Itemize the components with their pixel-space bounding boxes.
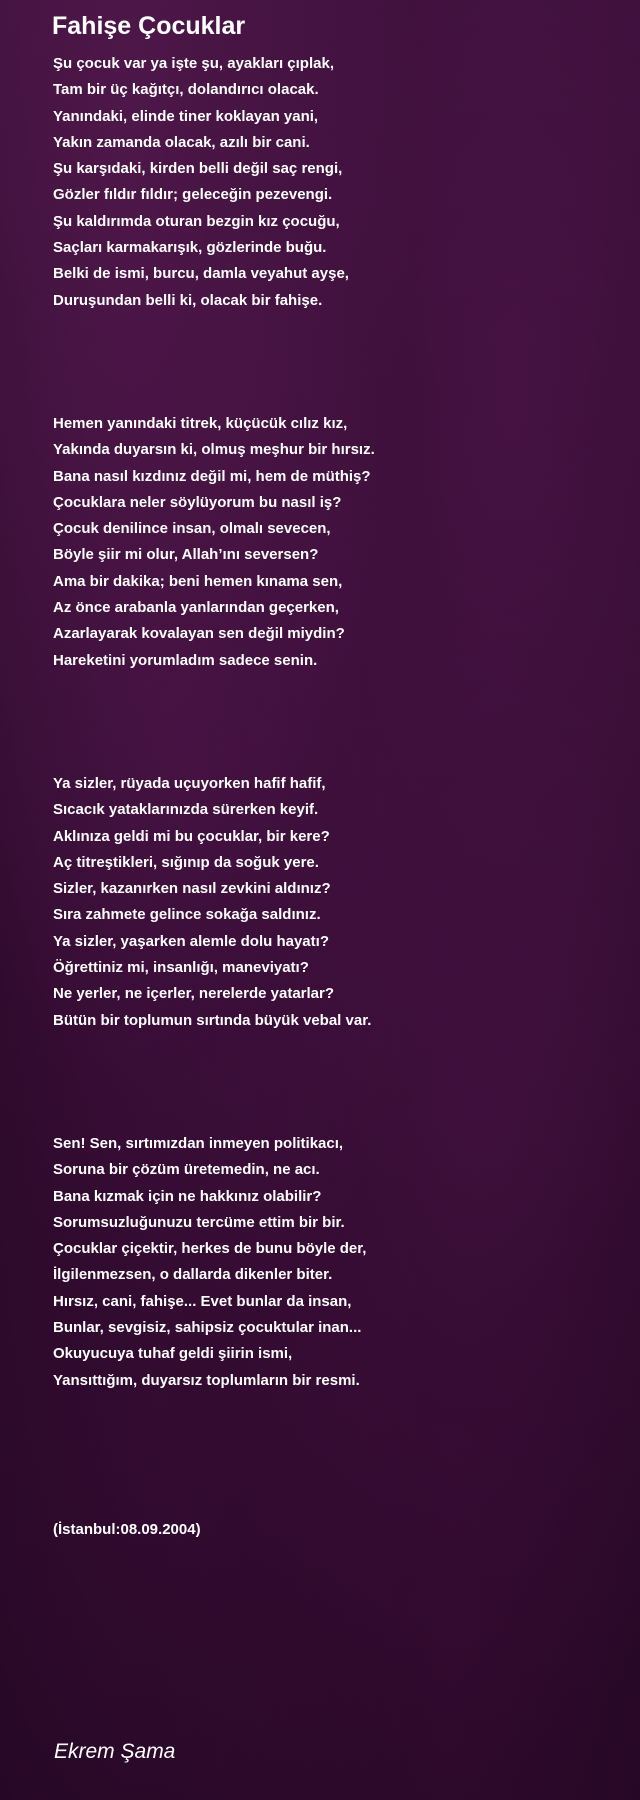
poem-line: Öğrettiniz mi, insanlığı, maneviyatı? [53, 959, 309, 977]
poem-line: Tam bir üç kağıtçı, dolandırıcı olacak. [53, 81, 319, 99]
poem-line: Şu karşıdaki, kirden belli değil saç rengi, [53, 160, 343, 178]
poem-line: Aklınıza geldi mi bu çocuklar, bir kere? [53, 827, 330, 845]
poem-line: Yakın zamanda olacak, azılı bir cani. [53, 133, 310, 151]
poem-line: Bana nasıl kızdınız değil mi, hem de müthiş? [53, 467, 371, 485]
stanza-1 [53, 51, 613, 314]
poem-line: Bunlar, sevgisiz, sahipsiz çocuktular inan... [53, 1319, 362, 1337]
poem-line: Çocuklar çiçektir, herkes de bunu böyle der, [53, 1240, 367, 1258]
poem-line: Bana kızmak için ne hakkınız olabilir? [53, 1187, 322, 1205]
poem-line: Hareketini yorumladım sadece senin. [53, 651, 318, 669]
poem-line: Duruşundan belli ki, olacak bir fahişe. [53, 291, 323, 309]
poem-line: Aç titreştikleri, sığınıp da soğuk yere. [53, 853, 319, 871]
poem-title: Fahişe Çocuklar [52, 12, 246, 40]
poem-line: Soruna bir çözüm üretemedin, ne acı. [53, 1161, 320, 1179]
poem-line: Hemen yanındaki titrek, küçücük cılız kız, [53, 415, 348, 432]
poem-author: Ekrem Şama [54, 1740, 176, 1763]
poem-line: Ne yerler, ne içerler, nerelerde yatarlar? [53, 985, 335, 1003]
poem-line: Sorumsuzluğunuzu tercüme ettim bir bir. [53, 1213, 345, 1231]
poem-line: Çocuk denilince insan, olmalı sevecen, [53, 520, 331, 538]
poem-line: Sıcacık yataklarınızda sürerken keyif. [53, 801, 319, 819]
stanza-4 [53, 1131, 613, 1394]
poem-line: Hırsız, cani, fahişe... Evet bunlar da insan, [53, 1292, 352, 1310]
stanza-3 [53, 771, 613, 1034]
poem-line: Sen! Sen, sırtımızdan inmeyen politikacı, [53, 1135, 344, 1152]
poem-line: İlgilenmezsen, o dallarda dikenler biter. [53, 1266, 333, 1284]
poem-line: Sıra zahmete gelince sokağa saldınız. [53, 906, 321, 924]
poem-line: Saçları karmakarışık, gözlerinde buğu. [53, 239, 327, 257]
poem-line: Ya sizler, yaşarken alemle dolu hayatı? [53, 932, 329, 950]
poem-line: Çocuklara neler söylüyorum bu nasıl iş? [53, 493, 342, 511]
poem-line: Az önce arabanla yanlarından geçerken, [53, 599, 339, 617]
stanza-2 [53, 411, 613, 674]
poem-line: Azarlayarak kovalayan sen değil miydin? [53, 625, 345, 643]
poem-line: Yakında duyarsın ki, olmuş meşhur bir hırsız. [53, 441, 375, 459]
poem-line: Ama bir dakika; beni hemen kınama sen, [53, 572, 343, 590]
poem-line: Gözler fıldır fıldır; geleceğin pezevengi. [53, 186, 333, 204]
poem-line: Sizler, kazanırken nasıl zevkini aldınız? [53, 880, 331, 898]
poem-line: Ya sizler, rüyada uçuyorken hafif hafif, [53, 775, 326, 792]
poem-line: Okuyucuya tuhaf geldi şiirin ismi, [53, 1345, 293, 1363]
poem-line: Yanındaki, elinde tiner koklayan yani, [53, 107, 319, 125]
poem-line: Bütün bir toplumun sırtında büyük vebal var. [53, 1011, 372, 1029]
poem-line: Yansıttığım, duyarsız toplumların bir resmi. [53, 1371, 360, 1389]
poem-dateline: (İstanbul:08.09.2004) [53, 1521, 201, 1538]
poem-line: Belki de ismi, burcu, damla veyahut ayşe, [53, 265, 349, 283]
poem-line: Şu çocuk var ya işte şu, ayakları çıplak, [53, 55, 334, 72]
poem-line: Şu kaldırımda oturan bezgin kız çocuğu, [53, 212, 340, 230]
poem-line: Böyle şiir mi olur, Allah’ını seversen? [53, 546, 319, 564]
